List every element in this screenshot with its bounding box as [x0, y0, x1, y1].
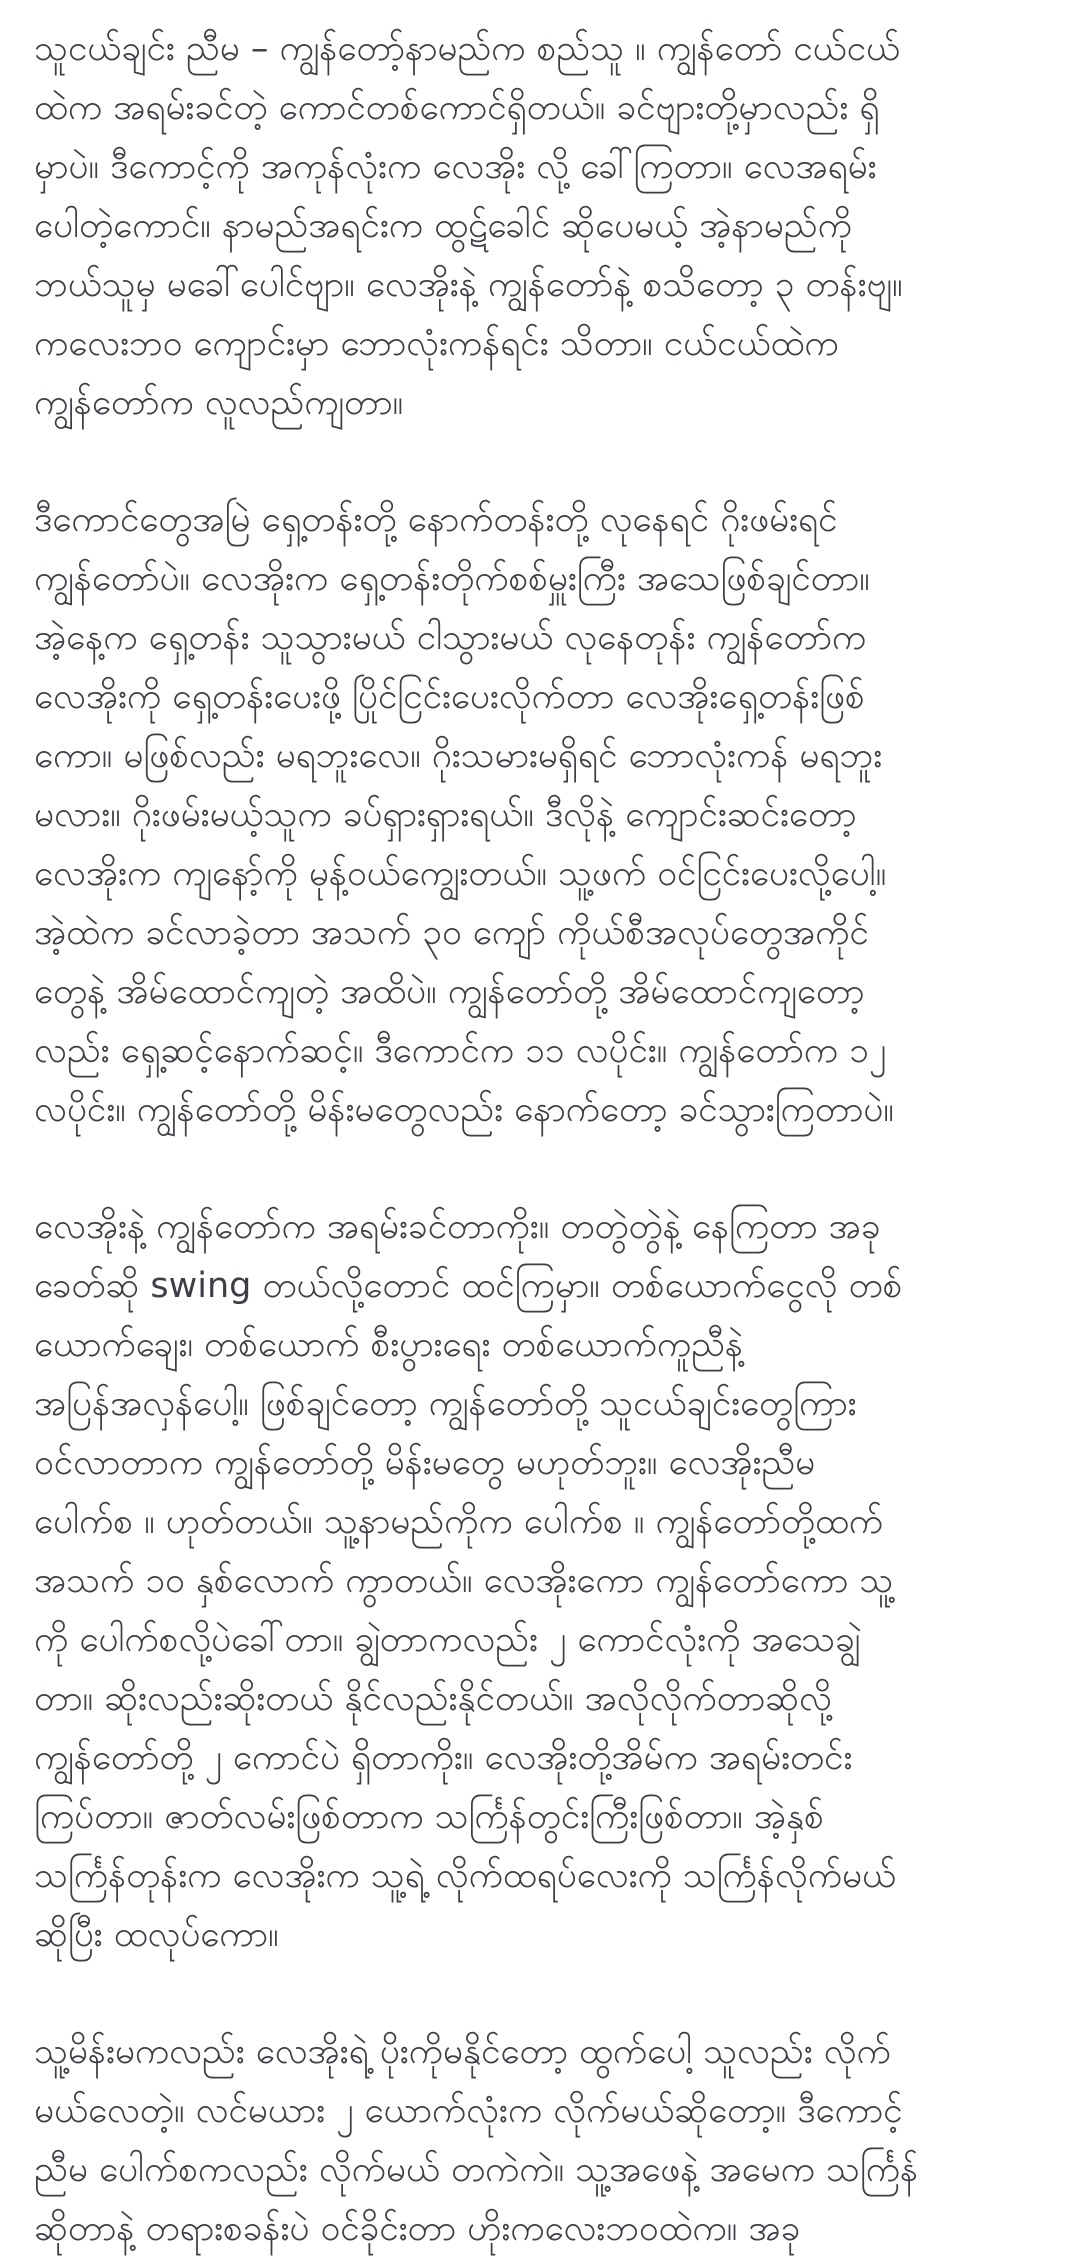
paragraph-2 [34, 491, 1046, 1140]
text-line: ဘယ်သူမှ မခေါ်ပေါင်ဗျာ။ လေအိုးနဲ့ ကျွန်တော်နဲ့ စသိတော့ ၃ တန်းဗျ။ [34, 265, 903, 305]
text-line: သူ့မိန်းမကလည်း လေအိုးရဲ့ ပိုးကိုမနိုင်တော့ ထွက်ပေါ့ သူလည်း လိုက် [34, 2032, 891, 2072]
text-line: ယောက်ချေး၊ တစ်ယောက် စီးပွားရေး တစ်ယောက်ကူညီနဲ့ [34, 1325, 744, 1365]
text-line: ကျွန်တော်က လူလည်ကျတာ။ [34, 383, 404, 423]
article-body [34, 20, 1046, 2261]
text-line: လေအိုးကို ရှေ့တန်းပေးဖို့ ပြိုင်ငြင်းပေးလိုက်တာ လေအိုးရှေ့တန်းဖြစ် [34, 677, 865, 717]
text-line: ခေတ်ဆို swing တယ်လို့တောင် ထင်ကြမှာ။ တစ်ယောက်ငွေလို တစ် [34, 1266, 903, 1306]
paragraph-1 [34, 20, 1046, 433]
text-line: အသက် ၁၀ နှစ်လောက် ကွာတယ်။ လေအိုးကော ကျွန်တော်ကော သူ့ [34, 1561, 894, 1601]
text-line: မှာပဲ။ ဒီကောင့်ကို အကုန်လုံးက လေအိုး လို့ ခေါ်ကြတာ။ လေအရမ်း [34, 147, 877, 187]
text-line: မယ်လေတဲ့။ လင်မယား ၂ ယောက်လုံးက လိုက်မယ်ဆိုတော့။ ဒီကောင့် [34, 2091, 903, 2131]
text-line: တာ။ ဆိုးလည်းဆိုးတယ် နိုင်လည်းနိုင်တယ်။ အလိုလိုက်တာဆိုလို့ [34, 1679, 832, 1719]
text-line: ဒီကောင်တွေအမြဲ ရှေ့တန်းတို့ နောက်တန်းတို့ လုနေရင် ဂိုးဖမ်းရင် [34, 500, 838, 540]
text-line: လည်း ရှေ့ဆင့်နောက်ဆင့်။ ဒီကောင်က ၁၁ လပိုင်း။ ကျွန်တော်က ၁၂ [34, 1031, 887, 1071]
text-line: ဝင်လာတာက ကျွန်တော်တို့ မိန်းမတွေ မဟုတ်ဘူး။ လေအိုးညီမ [34, 1443, 816, 1483]
text-line: ကလေးဘဝ ကျောင်းမှာ ဘောလုံးကန်ရင်း သိတာ။ ငယ်ငယ်ထဲက [34, 324, 839, 364]
text-line: ကော။ မဖြစ်လည်း မရဘူးလေ။ ဂိုးသမားမရှိရင် ဘောလုံးကန် မရဘူး [34, 736, 883, 776]
text-line: လပိုင်း။ ကျွန်တော်တို့ မိန်းမတွေလည်း နောက်တော့ ခင်သွားကြတာပဲ။ [34, 1090, 894, 1130]
text-line: ကို ပေါက်စလို့ပဲခေါ်တာ။ ချွဲတာကလည်း ၂ ကောင်လုံးကို အသေချွဲ [34, 1620, 861, 1660]
text-line: လေအိုးက ကျနော့်ကို မုန့်ဝယ်ကျွေးတယ်။ သူ့ဖက် ဝင်ငြင်းပေးလို့ပေါ့။ [34, 854, 887, 894]
text-line: အဲ့နေ့က ရှေ့တန်း သူသွားမယ် ငါသွားမယ် လုနေတုန်း ကျွန်တော်က [34, 618, 867, 658]
text-line: သင်္ကြန်တုန်းက လေအိုးက သူ့ရဲ့ လိုက်ထရပ်လေးကို သင်္ကြန်လိုက်မယ် [34, 1856, 896, 1896]
text-line: ညီမ ပေါက်စကလည်း လိုက်မယ် တကဲကဲ။ သူ့အဖေနဲ့ အမေက သင်္ကြန် [34, 2150, 919, 2190]
text-line: ပေါက်စ ။ ဟုတ်တယ်။ သူ့နာမည်ကိုက ပေါက်စ ။ ကျွန်တော်တို့ထက် [34, 1502, 884, 1542]
text-line: အပြန်အလှန်ပေါ့။ ဖြစ်ချင်တော့ ကျွန်တော်တို့ သူငယ်ချင်းတွေကြား [34, 1384, 857, 1424]
text-line: တွေနဲ့ အိမ်ထောင်ကျတဲ့ အထိပဲ။ ကျွန်တော်တို့ အိမ်ထောင်ကျတော့ [34, 972, 865, 1012]
text-line: ပေါတဲ့ကောင်။ နာမည်အရင်းက ထွဋ်ခေါင် ဆိုပေမယ့် အဲ့နာမည်ကို [34, 206, 852, 246]
text-line: ကျွန်တော်ပဲ။ လေအိုးက ရှေ့တန်းတိုက်စစ်မှူးကြီး အသေဖြစ်ချင်တာ။ [34, 559, 870, 599]
paragraph-3 [34, 1198, 1046, 1965]
text-line: ထဲက အရမ်းခင်တဲ့ ကောင်တစ်ကောင်ရှိတယ်။ ခင်ဗျားတို့မှာလည်း ရှိ [34, 88, 880, 128]
text-line: ကြပ်တာ။ ဇာတ်လမ်းဖြစ်တာက သင်္ကြန်တွင်းကြီးဖြစ်တာ။ အဲ့နှစ် [34, 1797, 824, 1837]
text-line: လေအိုးနဲ့ ကျွန်တော်က အရမ်းခင်တာကိုး။ တတွဲတွဲနဲ့ နေကြတာ အခု [34, 1207, 881, 1247]
text-line: အဲ့ထဲက ခင်လာခဲ့တာ အသက် ၃၀ ကျော် ကိုယ်စီအလုပ်တွေအကိုင် [34, 913, 869, 953]
text-line: သူငယ်ချင်း ညီမ – ကျွန်တော့်နာမည်က စည်သူ ။ ကျွန်တော် ငယ်ငယ် [34, 29, 901, 69]
text-line: ဆိုတာနဲ့ တရားစခန်းပဲ ဝင်ခိုင်းတာ ဟိုးကလေးဘဝထဲက။ အခု [34, 2209, 801, 2249]
text-line: ဆိုပြီး ထလုပ်ကော။ [34, 1915, 279, 1955]
text-line: ကျွန်တော်တို့ ၂ ကောင်ပဲ ရှိတာကိုး။ လေအိုးတို့အိမ်က အရမ်းတင်း [34, 1738, 853, 1778]
paragraph-4 [34, 2023, 1046, 2259]
text-line: မလား။ ဂိုးဖမ်းမယ့်သူက ခပ်ရှားရှားရယ်။ ဒီလိုနဲ့ ကျောင်းဆင်းတော့ [34, 795, 857, 835]
